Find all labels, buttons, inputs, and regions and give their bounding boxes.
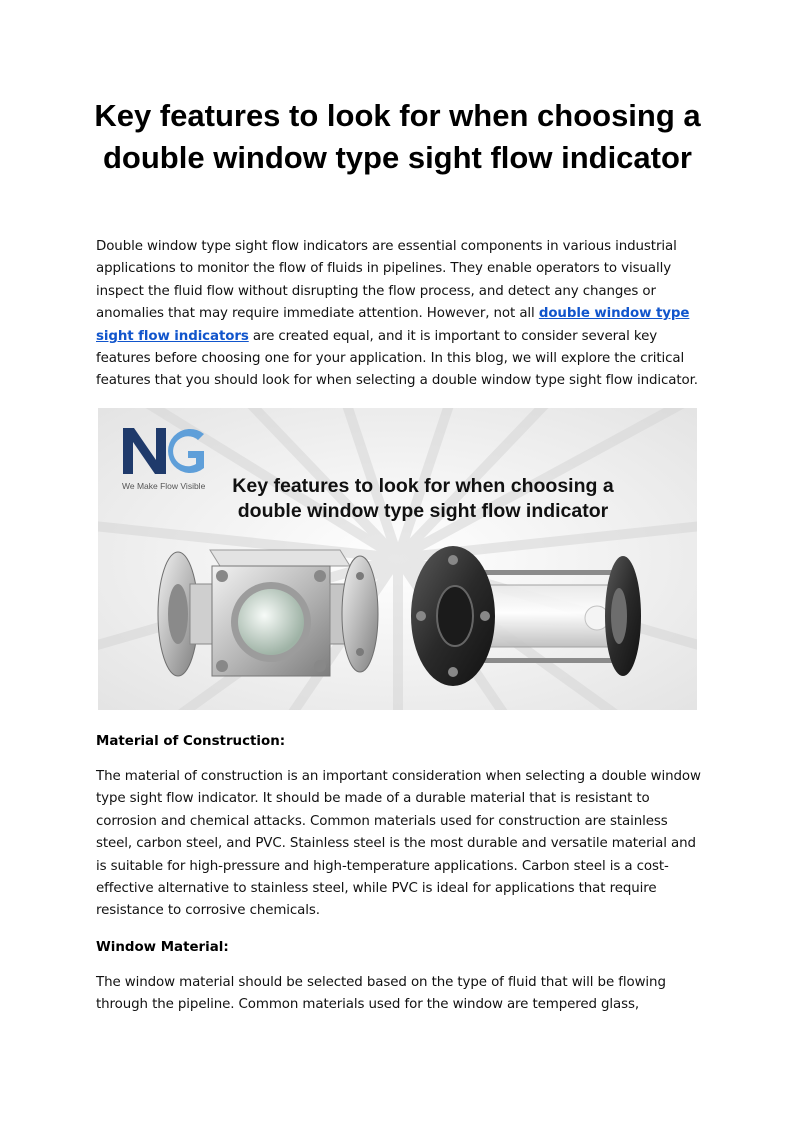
sight-flow-indicator-link[interactable]: double window type sight flow indicators: [96, 306, 690, 344]
section-body-window-material: The window material should be selected based on the type of fluid that will be flowing through the pipeline. Common materials used for the window are tempered glass,: [96, 975, 666, 1013]
document-title: Key features to look for when choosing a double window type sight flow indicator: [94, 98, 701, 175]
logo-tagline: We Make Flow Visible: [122, 481, 206, 491]
banner-title: Key features to look for when choosing a double window type sight flow indicator: [232, 475, 614, 522]
banner-image: [98, 408, 697, 710]
double-window-sight-glass-image: [150, 536, 385, 686]
intro-text-before-link: Double window type sight flow indicators are essential components in various industrial applications to monitor the flow of fluids in pipelines. They enable operators to visually inspect the fluid flow without disrupting the flow process, and detect any changes or anomalies that may require immediate attention. However, not all: [96, 239, 677, 322]
intro-text-after-link: are created equal, and it is important to consider several key features before choosing one for your application. In this blog, we will explore the critical features that you should look for when selecting a double window type sight flow indicator.: [96, 328, 698, 389]
intro-paragraph: [96, 236, 701, 393]
tubular-sight-glass-image: [403, 540, 648, 690]
section-heading-window-material: Window Material:: [96, 940, 229, 955]
section-heading-material-of-construction: Material of Construction:: [96, 734, 286, 749]
section-body-material-of-construction: The material of construction is an important consideration when selecting a double window type sight flow indicator. It should be made of a durable material that is resistant to corrosion and chemical attacks. Common materials used for construction are stainless steel, carbon steel, and PVC. Stainless steel is the most durable and versatile material and is suitable for high-pressure and high-temperature applications. Carbon steel is a cost-effective alternative to stainless steel, while PVC is ideal for applications that require resistance to corrosive chemicals.: [96, 769, 701, 919]
